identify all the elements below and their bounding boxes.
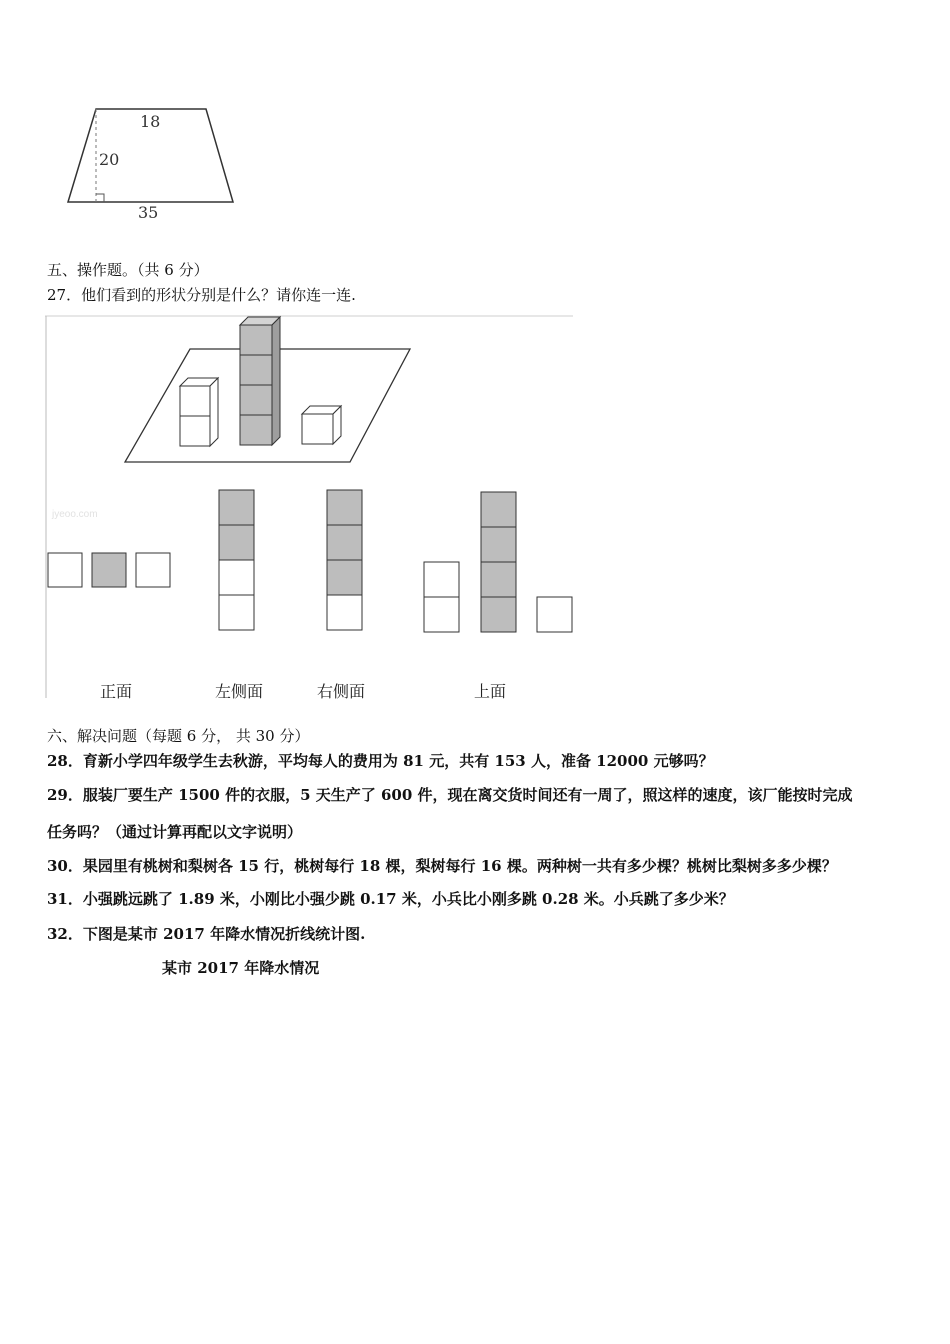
label-top-view: 上面 xyxy=(474,682,507,701)
trapezoid-height-label: 20 xyxy=(99,150,120,169)
view-front-shape xyxy=(48,553,170,587)
right-angle-mark xyxy=(96,194,104,202)
question-27: 27．他们看到的形状分别是什么？请你连一连. xyxy=(47,286,356,304)
tall-stack-cubes xyxy=(240,317,280,445)
trapezoid-top-label: 18 xyxy=(140,112,161,131)
label-left-view: 左侧面 xyxy=(215,682,264,701)
q27-figure xyxy=(45,315,575,700)
view-right-shape xyxy=(327,490,362,630)
question-29-line-1: 29．服装厂要生产 1500 件的衣服，5 天生产了 600 件，现在离交货时间还有一周了，照这样的速度，该厂能按时完成 xyxy=(47,786,853,804)
question-29-line-2: 任务吗？（通过计算再配以文字说明） xyxy=(47,823,303,841)
left-stack-cubes xyxy=(180,378,218,446)
watermark: jyeoo.com xyxy=(52,509,98,520)
question-32: 32．下图是某市 2017 年降水情况折线统计图. xyxy=(47,925,366,943)
view-left-shape xyxy=(219,490,254,630)
single-cube xyxy=(302,406,341,444)
label-right-view: 右侧面 xyxy=(317,682,366,701)
trapezoid-figure xyxy=(60,100,250,225)
question-31: 31．小强跳远跳了 1.89 米，小刚比小强少跳 0.17 米，小兵比小刚多跳 0.28 米。小兵跳了多少米？ xyxy=(47,890,734,908)
label-front-view: 正面 xyxy=(100,682,133,701)
section-5-heading: 五、操作题。（共 6 分） xyxy=(47,261,209,279)
trapezoid-bottom-label: 35 xyxy=(138,203,159,222)
section-6-heading: 六、解决问题（每题 6 分， 共 30 分） xyxy=(47,727,310,745)
question-30: 30．果园里有桃树和梨树各 15 行，桃树每行 18 棵，梨树每行 16 棵。两种树一共有多少棵？桃树比梨树多多少棵？ xyxy=(47,857,837,875)
question-28: 28．育新小学四年级学生去秋游，平均每人的费用为 81 元，共有 153 人，准备 12000 元够吗？ xyxy=(47,752,714,770)
chart-caption: 某市 2017 年降水情况 xyxy=(162,959,320,977)
view-top-shape xyxy=(424,492,572,632)
